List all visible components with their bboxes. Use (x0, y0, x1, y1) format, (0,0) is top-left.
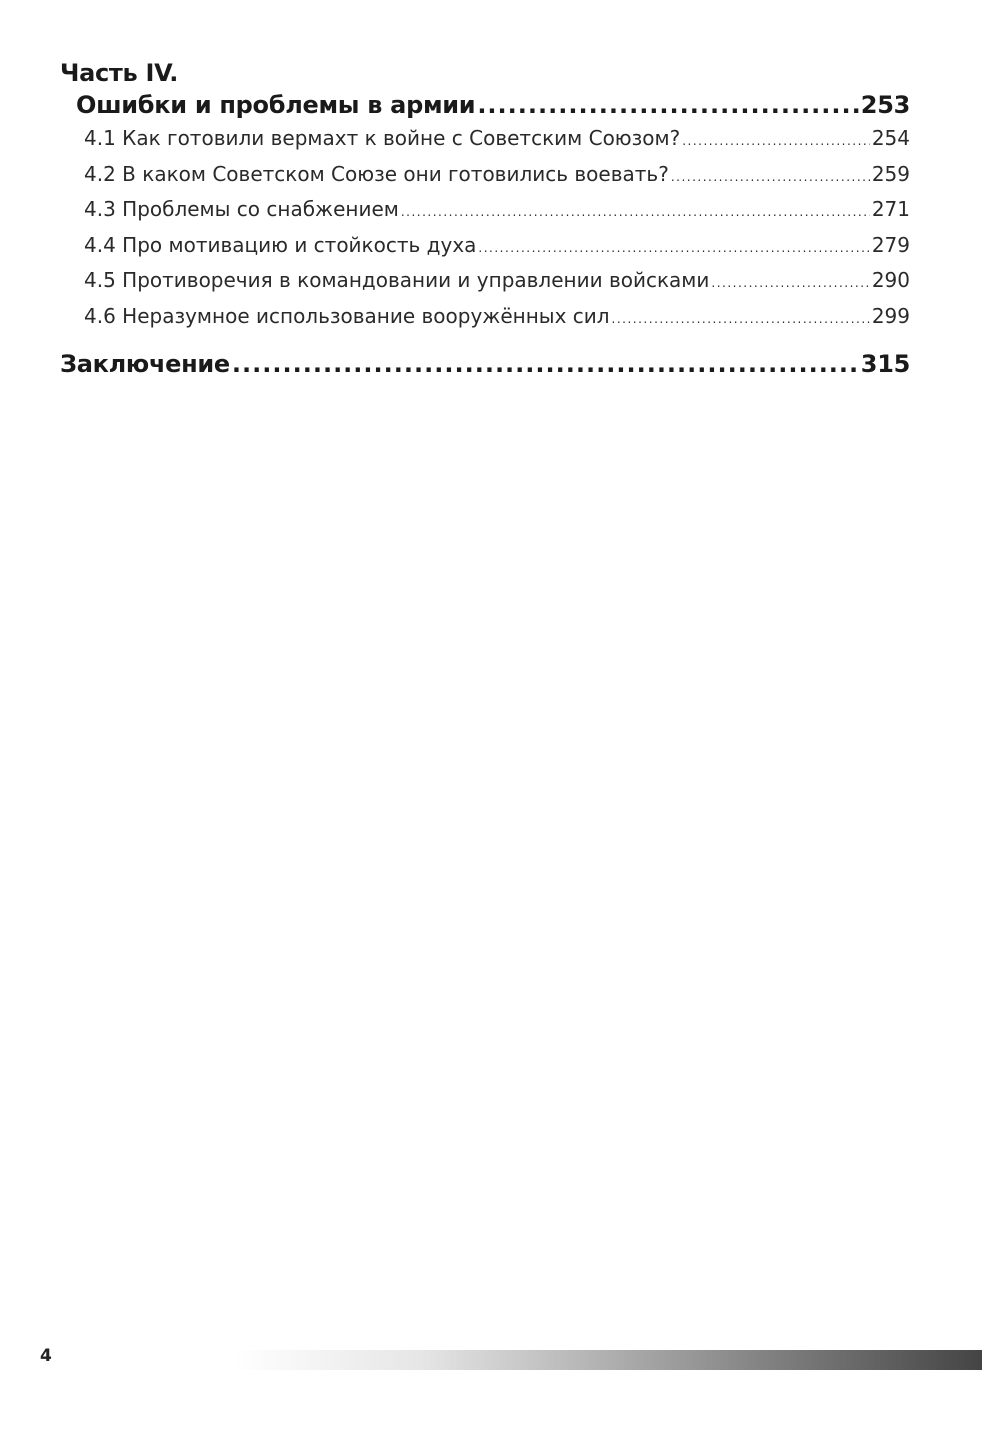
toc-entry-page: 290 (871, 268, 910, 292)
toc-entry-page: 279 (871, 232, 910, 257)
dot-leader (477, 88, 858, 122)
toc-entry-title: Ошибки и проблемы в армии (76, 91, 476, 119)
toc-entry-page: 259 (871, 161, 910, 186)
page-number: 4 (40, 1346, 52, 1366)
toc-entry-section (60, 193, 910, 229)
dot-leader (711, 264, 869, 300)
dot-leader (478, 229, 869, 265)
toc-entry-title: 4.3 Проблемы со снабжением (84, 197, 399, 221)
dot-leader (232, 347, 859, 381)
toc-entry-section (60, 229, 910, 265)
dot-leader (682, 122, 870, 158)
toc-entry-title: 4.1 Как готовили вермахт к войне с Советским Союзом? (84, 126, 681, 150)
toc-entry-page: 253 (860, 91, 910, 119)
toc-entry-part-title (60, 88, 910, 122)
toc-entry-title: 4.6 Неразумное использование вооружённых сил (84, 303, 610, 328)
toc-entry-page: 271 (871, 197, 910, 221)
toc-entry-page: 315 (860, 350, 910, 378)
toc-entry-title: 4.5 Противоречия в командовании и управлении войсками (84, 268, 710, 292)
toc-entry-title: Заключение (60, 350, 230, 378)
dot-leader (401, 193, 870, 229)
toc-entry-section (60, 122, 910, 158)
toc-entry-page: 254 (871, 126, 910, 150)
table-of-contents (60, 58, 910, 381)
toc-entry-title: 4.4 Про мотивацию и стойкость духа (84, 232, 477, 257)
footer-gradient-bar (232, 1350, 982, 1370)
part-label: Часть IV. (60, 59, 179, 87)
toc-entry-section (60, 264, 910, 300)
dot-leader (612, 300, 870, 336)
toc-entry-section (60, 300, 910, 336)
toc-entry-page: 299 (871, 303, 910, 328)
toc-entry-title: 4.2 В каком Советском Союзе они готовились воевать? (84, 161, 669, 186)
toc-entry-conclusion (60, 347, 910, 381)
dot-leader (671, 158, 870, 194)
toc-entry-section (60, 158, 910, 194)
